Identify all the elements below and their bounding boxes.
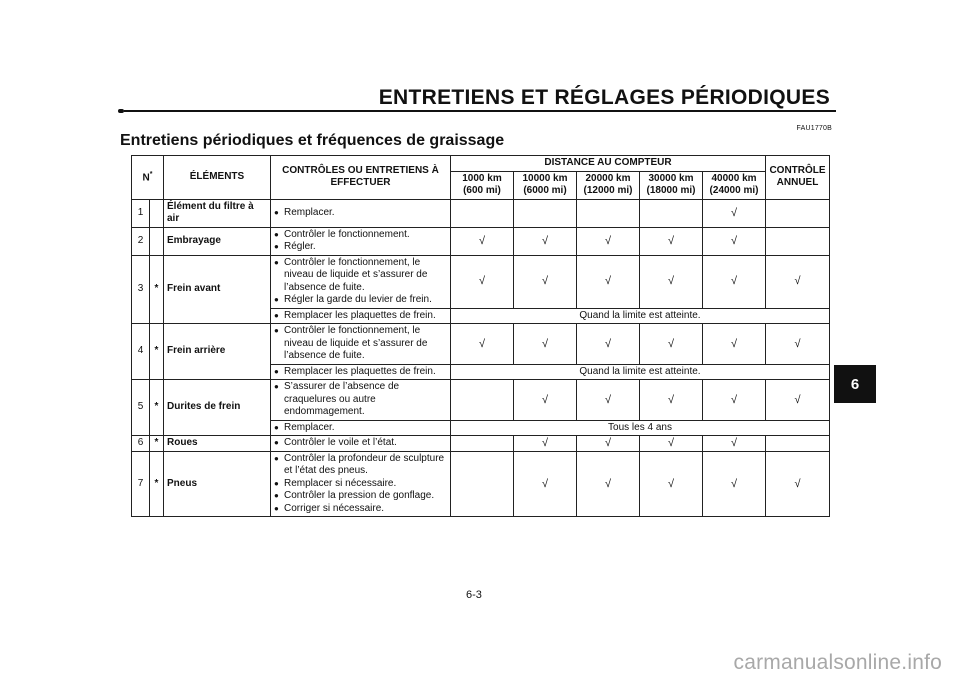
table-row [132,451,830,517]
table-row [132,324,830,365]
page-header-title: ENTRETIENS ET RÉGLAGES PÉRIODIQUES [378,86,830,109]
row-star: * [150,255,164,324]
row-actions [271,324,451,365]
action-item: ● Contrôler la pression de gonflage. [274,490,447,503]
row-element: Frein arrière [164,324,271,380]
header-rule [124,110,836,112]
row-number: 6 [132,436,150,452]
check-cell: √ [703,324,766,365]
annual-check [766,199,830,227]
check-cell: √ [451,255,514,308]
row-actions [271,451,451,517]
action-item: ● Contrôler la profondeur de sculpture et l’état des pneus. [274,453,447,478]
header-interval: 1000 km (600 mi) [451,171,514,199]
check-cell: √ [577,255,640,308]
header-elements: ÉLÉMENTS [164,156,271,200]
action-item: ● Contrôler le fonctionnement, le niveau de liquide et s’assurer de l’absence de fuite. [274,257,447,295]
check-cell: √ [703,436,766,452]
table-row [132,255,830,308]
row-star: * [150,380,164,436]
check-cell: √ [703,255,766,308]
table-row [132,199,830,227]
check-cell: √ [577,227,640,255]
header-interval: 30000 km (18000 mi) [640,171,703,199]
row-element: Roues [164,436,271,452]
watermark: carmanualsonline.info [733,651,942,674]
row-number: 5 [132,380,150,436]
row-actions [271,364,451,380]
check-cell [451,436,514,452]
row-star: * [150,324,164,380]
section-title: Entretiens périodiques et fréquences de graissage [120,132,505,149]
action-item: ● Remplacer les plaquettes de frein. [274,310,447,323]
header-annuel: CONTRÔLE ANNUEL [766,156,830,200]
row-star: * [150,451,164,517]
check-cell [514,199,577,227]
annual-check: √ [766,451,830,517]
check-cell: √ [577,380,640,421]
check-cell [577,199,640,227]
span-note: Tous les 4 ans [451,420,830,436]
check-cell: √ [514,227,577,255]
check-cell [640,199,703,227]
header-interval: 40000 km (24000 mi) [703,171,766,199]
check-cell: √ [451,227,514,255]
table-row [132,436,830,452]
annual-check: √ [766,380,830,421]
row-actions [271,227,451,255]
check-cell: √ [640,380,703,421]
row-star [150,227,164,255]
action-item: ● Remplacer. [274,422,447,435]
check-cell: √ [703,451,766,517]
check-cell: √ [514,380,577,421]
check-cell: √ [451,324,514,365]
row-number: 1 [132,199,150,227]
table-row [132,227,830,255]
action-item: ● Régler. [274,241,447,254]
check-cell: √ [703,380,766,421]
check-cell: √ [514,255,577,308]
action-item: ● Remplacer. [274,207,447,220]
check-cell: √ [640,255,703,308]
annual-check: √ [766,324,830,365]
check-cell: √ [514,436,577,452]
row-star: * [150,436,164,452]
chapter-tab[interactable]: 6 [834,365,876,403]
action-item: ● Remplacer les plaquettes de frein. [274,366,447,379]
row-number: 2 [132,227,150,255]
row-actions [271,420,451,436]
reference-code: FAU1770B [796,125,832,132]
row-number: 7 [132,451,150,517]
check-cell: √ [703,199,766,227]
check-cell: √ [640,451,703,517]
action-item: ● Contrôler le fonctionnement, le niveau de liquide et s’assurer de l’absence de fuite. [274,325,447,363]
span-note: Quand la limite est atteinte. [451,308,830,324]
row-number: 3 [132,255,150,324]
row-element: Embrayage [164,227,271,255]
action-item: ● S’assurer de l’absence de craquelures ou autre endommagement. [274,381,447,419]
header-num: N* [132,156,164,200]
row-element: Pneus [164,451,271,517]
annual-check [766,227,830,255]
check-cell: √ [640,324,703,365]
annual-check: √ [766,255,830,308]
row-star [150,199,164,227]
row-number: 4 [132,324,150,380]
annual-check [766,436,830,452]
header-interval: 10000 km (6000 mi) [514,171,577,199]
row-element: Durites de frein [164,380,271,436]
row-actions [271,199,451,227]
span-note: Quand la limite est atteinte. [451,364,830,380]
action-item: ● Contrôler le fonctionnement. [274,229,447,242]
maintenance-table [131,155,830,517]
check-cell [451,451,514,517]
action-item: ● Corriger si nécessaire. [274,503,447,516]
row-element: Frein avant [164,255,271,324]
header-distance: DISTANCE AU COMPTEUR [451,156,766,172]
row-actions [271,255,451,308]
check-cell: √ [514,324,577,365]
table-row [132,380,830,421]
action-item: ● Régler la garde du levier de frein. [274,294,447,307]
check-cell: √ [640,436,703,452]
check-cell: √ [703,227,766,255]
row-actions [271,380,451,421]
row-actions [271,436,451,452]
row-actions [271,308,451,324]
check-cell: √ [577,451,640,517]
check-cell: √ [577,436,640,452]
check-cell: √ [514,451,577,517]
header-controles: CONTRÔLES OU ENTRETIENS À EFFECTUER [271,156,451,200]
check-cell [451,199,514,227]
page-number: 6-3 [466,589,482,601]
check-cell: √ [577,324,640,365]
action-item: ● Remplacer si nécessaire. [274,478,447,491]
check-cell: √ [640,227,703,255]
header-interval: 20000 km (12000 mi) [577,171,640,199]
action-item: ● Contrôler le voile et l’état. [274,437,447,450]
check-cell [451,380,514,421]
row-element: Élément du filtre à air [164,199,271,227]
